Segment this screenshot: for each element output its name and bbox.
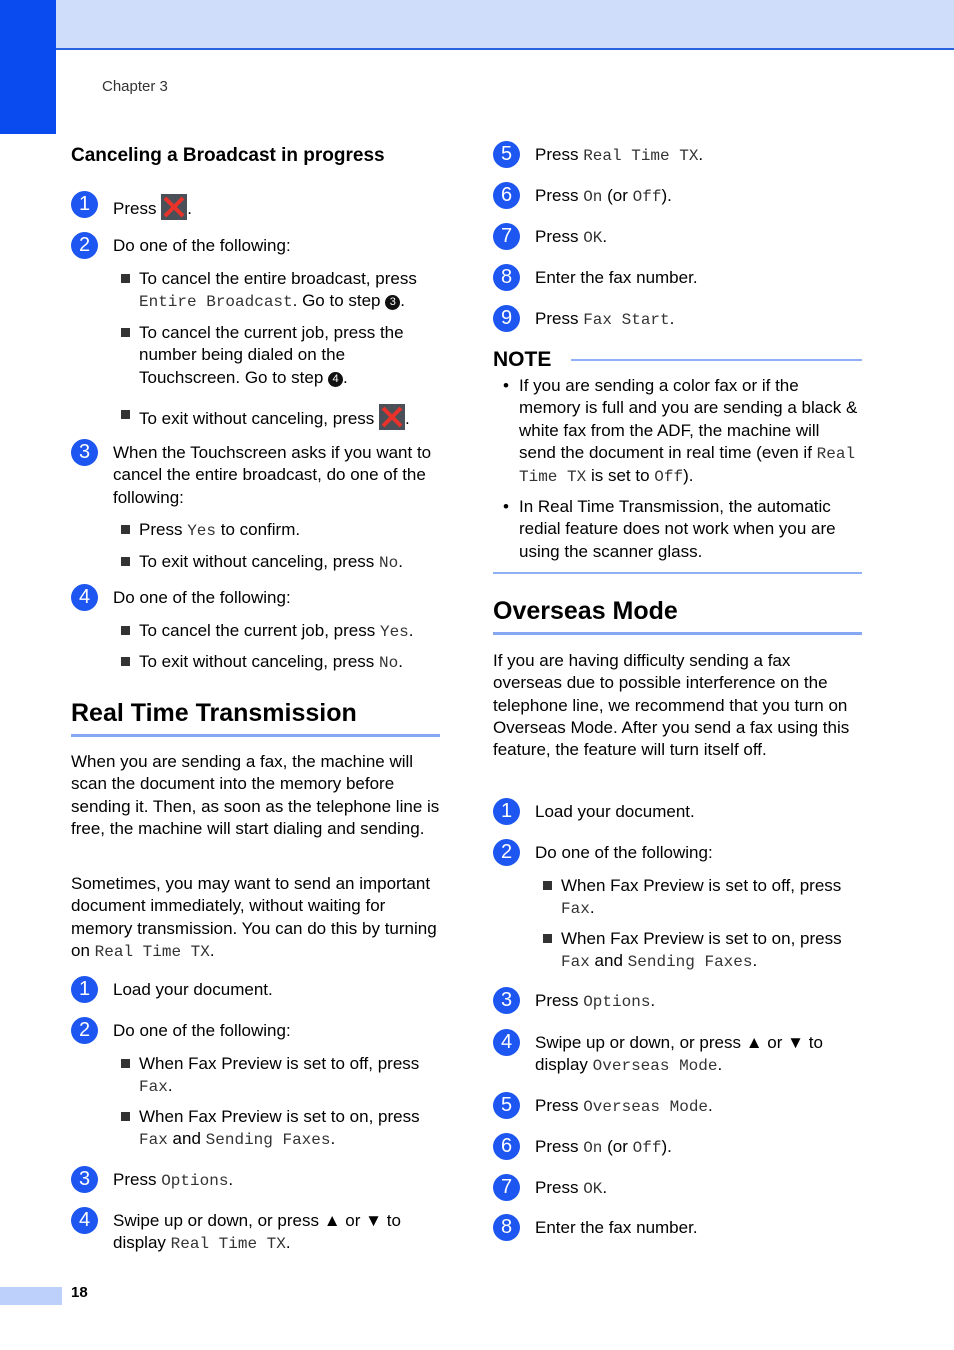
note-title: NOTE	[493, 348, 552, 371]
overseas-mode-heading: Overseas Mode	[493, 597, 678, 625]
cancel-broadcast-heading: Canceling a Broadcast in progress	[71, 145, 385, 166]
stop-x-icon[interactable]	[161, 194, 187, 220]
step-number: 2	[71, 232, 98, 259]
bullet-square-icon	[121, 1112, 130, 1121]
step-number: 7	[493, 223, 520, 250]
step-number: 1	[71, 976, 98, 1003]
bullet-square-icon	[121, 657, 130, 666]
chapter-label: Chapter 3	[102, 78, 168, 95]
down-arrow-icon: ▼	[365, 1211, 382, 1230]
heading-rule	[71, 734, 440, 737]
step-number: 6	[493, 1133, 520, 1160]
header-bar	[0, 0, 954, 50]
note-bottom-rule	[493, 572, 862, 574]
step-number: 9	[493, 305, 520, 332]
rtt-paragraph-1: When you are sending a fax, the machine will scan the document into the memory before sending it. Then, as soon as the telephone line is free, the machine will start dialing and sending.	[71, 752, 440, 838]
step-number: 8	[493, 264, 520, 291]
footer-bar	[0, 1287, 62, 1305]
bullet-square-icon	[543, 881, 552, 890]
bullet-square-icon	[121, 328, 130, 337]
bullet-square-icon	[121, 1059, 130, 1068]
bullet-square-icon	[121, 557, 130, 566]
step-number: 4	[493, 1029, 520, 1056]
step-number: 1	[71, 191, 98, 218]
step-number: 3	[71, 1166, 98, 1193]
step-number: 5	[493, 1092, 520, 1119]
bullet-square-icon	[121, 525, 130, 534]
down-arrow-icon: ▼	[787, 1033, 804, 1052]
step-number: 6	[493, 182, 520, 209]
up-arrow-icon: ▲	[323, 1211, 341, 1230]
note-top-rule	[571, 359, 862, 361]
stop-x-icon[interactable]	[379, 404, 405, 430]
step-number: 3	[71, 439, 98, 466]
up-arrow-icon: ▲	[745, 1033, 763, 1052]
step-number: 1	[493, 798, 520, 825]
step-number: 3	[493, 987, 520, 1014]
real-time-transmission-heading: Real Time Transmission	[71, 699, 357, 727]
step-number: 4	[71, 584, 98, 611]
page-number: 18	[71, 1284, 88, 1301]
bullet-square-icon	[121, 274, 130, 283]
bullet-square-icon	[121, 626, 130, 635]
overseas-paragraph: If you are having difficulty sending a fax overseas due to possible interference on the telephone line, we recommend that you turn on Overseas Mode. After you send a fax using this feature, the feature will turn itself off.	[493, 651, 850, 760]
heading-rule	[493, 632, 862, 635]
bullet-square-icon	[121, 410, 130, 419]
step-reference-4: 4	[328, 372, 343, 387]
step-number: 7	[493, 1174, 520, 1201]
rtt-paragraph-2: Sometimes, you may want to send an important document immediately, without waiting for memory transmission. You can do this by turning on Real Time TX.	[71, 874, 437, 961]
step-number: 8	[493, 1214, 520, 1241]
step-number: 4	[71, 1207, 98, 1234]
step-reference-3: 3	[385, 295, 400, 310]
step-number: 2	[71, 1017, 98, 1044]
step-number: 5	[493, 141, 520, 168]
bullet-square-icon	[543, 934, 552, 943]
chapter-tab	[0, 0, 56, 134]
step-number: 2	[493, 839, 520, 866]
